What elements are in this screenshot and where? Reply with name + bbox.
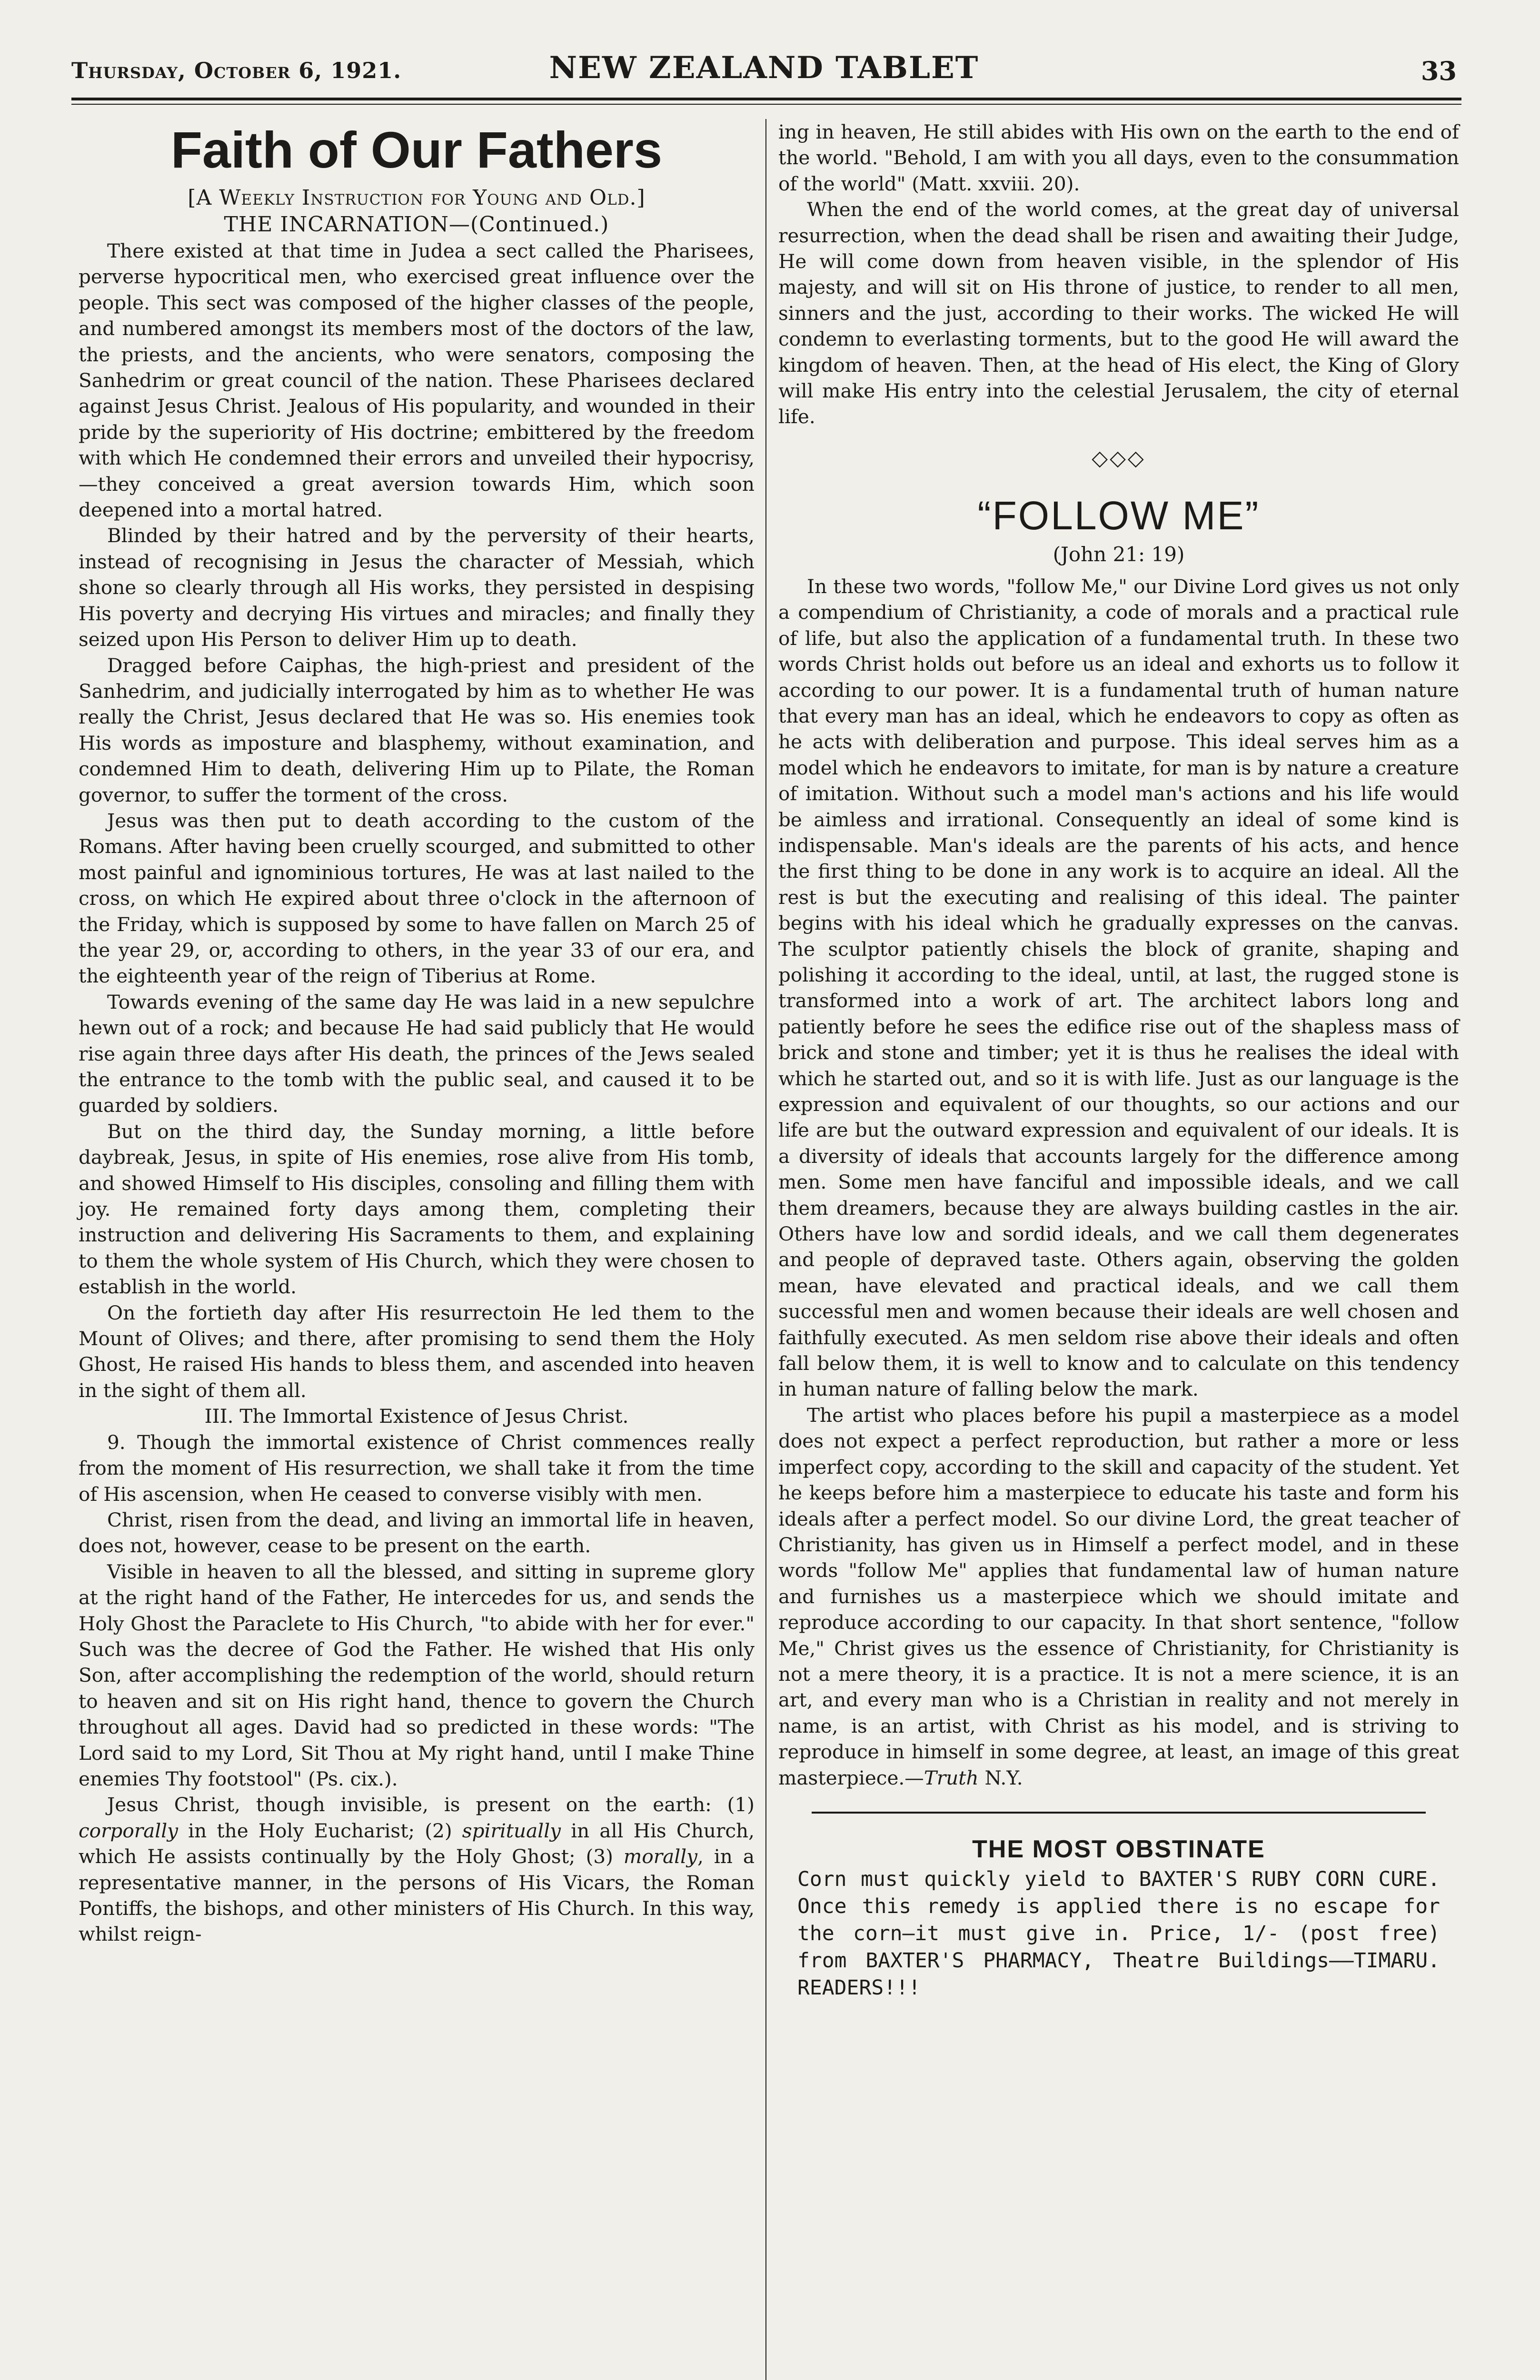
- paragraph: 9. Though the immortal existence of Christ commences really from the moment of His resurrection, we shall take it from the time of His ascension, when He ceased to converse visibly with men.: [79, 1430, 755, 1506]
- text-run: Jesus Christ, though invisible, is present on the earth: (1): [107, 1793, 755, 1816]
- scripture-reference: (John 21: 19): [1053, 542, 1185, 566]
- corn-cure-ad: [797, 1833, 1440, 2002]
- paragraph: When the end of the world comes, at the great day of universal resurrection, when the dead shall be risen and awaiting their Judge, He will come down from heaven visible, in the splendor of His majesty, and will sit on His throne of justice, to render to all men, sinners and the just, according to their works. The wicked He will condemn to everlasting torments, but to the good He will award the kingdom of heaven. Then, at the head of His elect, the King of Glory will make His entry into the celestial Jerusalem, the city of eternal life.: [778, 198, 1459, 428]
- text-run: N.Y.: [978, 1766, 1023, 1789]
- italic-run: spiritually: [462, 1819, 561, 1842]
- paragraph: There existed at that time in Judea a sect called the Pharisees, perverse hypocritical men, who exercised great influence over the people. This sect was composed of the higher classes of the people, and numbered amongst its members most of the doctors of the law, the priests, and the ancients, who were senators, composing the Sanhedrim or great council of the nation. These Pharisees declared against Jesus Christ. Jealous of His popularity, and wounded in their pride by the superiority of His doctrine; embittered by the freedom with which He condemned their errors and unveiled their hypocrisy,—they conceived a great aversion towards Him, which soon deepened into a mortal hatred.: [79, 239, 755, 522]
- text-run: in all His Church, which He assists continually by the Holy Ghost; (3): [79, 1819, 755, 1868]
- header-rule-thick: [71, 98, 1461, 100]
- text-run: in the Holy Eucharist; (2): [178, 1819, 462, 1842]
- paragraph: Jesus was then put to death according to the custom of the Romans. After having been cruelly scourged, and submitted to other most painful and ignominious tortures, He was at last nailed to the cross, on which He expired about three o'clock in the afternoon of the Friday, which is supposed by some to have fallen on March 25 of the year 29, or, according to others, in the year 33 of our era, and the eighteenth year of the reign of Tiberius at Rome.: [79, 809, 755, 988]
- article-subtitle: [A Weekly Instruction for Young and Old.]: [188, 186, 646, 210]
- text-run: The artist who places before his pupil a masterpiece as a model does not expect a perfect reproduction, but rather a more or less imperfect copy, according to the skill and capacity of the student. Yet he keeps before him a masterpiece to educate his taste and form his ideals after a perfect model. So our divine Lord, the great teacher of Christianity, has given us in Himself a perfect model, and in these words "follow Me" applies that fundamental law of human nature and furnishes us a masterpiece which we should imitate and reproduce according to our capacity. In that short sentence, "follow Me," Christ gives us the essence of Christianity, for Christianity is not a mere theory, it is a practice. It is not a mere science, it is an art, and every man who is a Christian in reality and not merely in name, is an artist, with Christ as his model, and is striving to reproduce in himself in some degree, at least, an image of this great masterpiece.—: [778, 1403, 1459, 1789]
- article-title: Faith of Our Fathers: [170, 121, 663, 178]
- column-divider: [765, 119, 766, 2380]
- subsection-heading: III. The Immortal Existence of Jesus Christ.: [204, 1405, 629, 1428]
- issue-date: Thursday, October 6, 1921.: [71, 58, 402, 83]
- paragraph: On the fortieth day after His resurrectoin He led them to the Mount of Olives; and there, after promising to send them the Holy Ghost, He raised His hands to bless them, and ascended into heaven in the sight of them all.: [79, 1301, 755, 1402]
- left-column: [79, 119, 755, 1947]
- ad-rule: [812, 1812, 1426, 1814]
- paragraph: Towards evening of the same day He was laid in a new sepulchre hewn out of a rock; and because He had said publicly that He would rise again three days after His death, the princes of the Jews sealed the entrance to the tomb with the public seal, and caused it to be guarded by soldiers.: [79, 990, 755, 1117]
- paragraph: Christ, risen from the dead, and living an immortal life in heaven, does not, however, cease to be present on the earth.: [79, 1508, 755, 1557]
- section-heading: THE INCARNATION—(Continued.): [224, 212, 609, 237]
- source-italic: Truth: [924, 1766, 979, 1789]
- paragraph: Blinded by their hatred and by the perversity of their hearts, instead of recognising in Jesus the character of Messiah, which shone so clearly through all His works, they persisted in despising His poverty and decrying His virtues and miracles; and finally they seized upon His Person to deliver Him up to death.: [79, 524, 755, 651]
- paragraph: In these two words, "follow Me," our Divine Lord gives us not only a compendium of Christianity, a code of morals and a practical rule of life, but also the application of a fundamental truth. In these two words Christ holds out before us an ideal and exhorts us to follow it according to our power. It is a fundamental truth of human nature that every man has an ideal, which he endeavors to copy as often as he acts with deliberation and purpose. This ideal serves him as a model which he endeavors to imitate, for man is by nature a creature of imitation. Without such a model man's actions and his life would be aimless and irrational. Consequently an ideal of some kind is indispensable. Man's ideals are the parents of his acts, and hence the first thing to be done in any work is to acquire an ideal. All the rest is but the executing and realising of this ideal. The painter begins with his ideal which he gradually expresses on the canvas. The sculptor patiently chisels the block of granite, shaping and polishing it according to the ideal, until, at last, the rugged stone is transformed into a work of art. The architect labors long and patiently before he sees the edifice rise out of the shapless mass of brick and stone and timber; yet it is thus he realises the ideal with which he started out, and so it is with life. Just as our language is the expression and equivalent of our thoughts, so our actions and our life are but the outward expression and equivalent of our ideals. It is a diversity of ideals that accounts largely for the difference among men. Some men have fanciful and impossible ideals, and we call them dreamers, because they are always building castles in the air. Others have low and sordid ideals, and we call them degenerates and people of depraved taste. Others again, observing the golden mean, have elevated and practical ideals, and we call them successful men and women because their ideals are well chosen and faithfully executed. As men seldom rise above their ideals and often fall below them, it is well to know and to calculate on this tendency in human nature of falling below the mark.: [778, 575, 1459, 1401]
- text-run: , in a representative manner, in the persons of His Vicars, the Roman Pontiffs, the bishops, and other ministers of His Church. In this way, whilst reign-: [79, 1845, 755, 1946]
- italic-run: morally: [623, 1845, 698, 1868]
- right-column: [778, 119, 1459, 2002]
- section-ornament: ◇◇◇: [1092, 446, 1146, 470]
- paragraph: But on the third day, the Sunday morning, a little before daybreak, Jesus, in spite of His enemies, rose alive from His tomb, and showed Himself to His disciples, consoling and filling them with joy. He remained forty days among them, completing their instruction and delivering His Sacraments to them, and explaining to them the whole system of His Church, which they were chosen to establish in the world.: [79, 1120, 755, 1299]
- follow-me-title: “FOLLOW ME”: [977, 493, 1260, 538]
- page-number: 33: [1421, 56, 1457, 86]
- paragraph: Dragged before Caiphas, the high-priest and president of the Sanhedrim, and judicially interrogated by him as to whether He was really the Christ, Jesus declared that He was so. His enemies took His words as imposture and blasphemy, without examination, and condemned Him to death, delivering Him up to Pilate, the Roman governor, to suffer the torment of the cross.: [79, 654, 755, 806]
- paragraph: Visible in heaven to all the blessed, and sitting in supreme glory at the right hand of the Father, He intercedes for us, and sends the Holy Ghost the Paraclete to His Church, "to abide with her for ever." Such was the decree of God the Father. He wished that His only Son, after accomplishing the redemption of the world, should return to heaven and sit on His right hand, thence to govern the Church throughout all ages. David had so predicted in these words: "The Lord said to my Lord, Sit Thou at My right hand, until I make Thine enemies Thy footstool" (Ps. cix.).: [79, 1560, 755, 1790]
- paragraph: [79, 1792, 755, 1947]
- paper-name: NEW ZEALAND TABLET: [549, 50, 979, 86]
- running-head: [71, 50, 1457, 88]
- paragraph-continued: ing in heaven, He still abides with His own on the earth to the end of the world. "Behold, I am with you all days, even to the consummation of the world" (Matt. xxviii. 20).: [778, 120, 1459, 195]
- ad-title: THE MOST OBSTINATE: [972, 1835, 1265, 1863]
- ad-body: Corn must quickly yield to BAXTER'S RUBY CORN CURE. Once this remedy is applied there is no escape for the corn—it must give in. Price, 1/- (post free) from BAXTER'S PHARMACY, Theatre Buildings——TIMARU. READERS!!!: [797, 1867, 1440, 2000]
- paragraph: [778, 1402, 1459, 1791]
- italic-run: corporally: [79, 1819, 179, 1842]
- header-rule-thin: [71, 104, 1461, 105]
